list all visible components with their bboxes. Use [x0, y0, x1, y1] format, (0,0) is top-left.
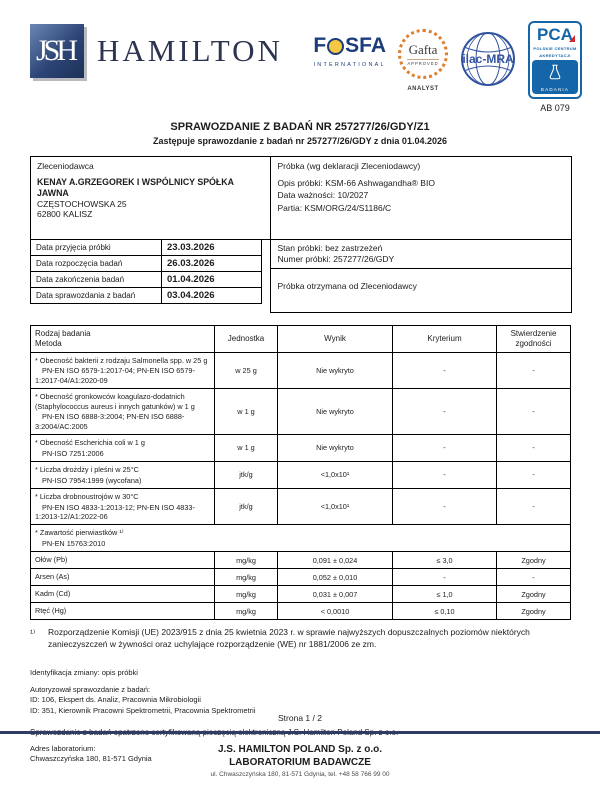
sample-description: Opis próbki: KSM-66 Ashwagandha® BIO	[277, 177, 435, 188]
test-cell	[31, 389, 215, 435]
report-title-block	[0, 121, 600, 146]
table-row	[31, 462, 571, 489]
date-value: 26.03.2026	[162, 255, 262, 271]
result-cell: Nie wykryto	[278, 352, 393, 388]
table-row	[31, 586, 571, 603]
gafta-approved-label: APPROVED	[407, 61, 439, 66]
test-name: * Obecność gronkowców koagulazo-dodatnich (Staphylococcus aureus i innych gatunków) w 1 g	[35, 392, 195, 411]
criterion-cell: ≤ 3,0	[393, 552, 497, 569]
table-row	[31, 352, 571, 388]
result-cell: Nie wykryto	[278, 435, 393, 462]
pca-badania-label: BADANIA	[540, 87, 570, 93]
result-cell: Nie wykryto	[278, 389, 393, 435]
table-row	[31, 271, 262, 287]
test-method: PN-EN ISO 6888-3:2004; PN-EN ISO 6888-3:2004/AC:2005	[35, 412, 185, 431]
jsh-logo-icon	[30, 24, 84, 78]
conformity-cell: -	[497, 352, 571, 388]
sample-received: Próbka otrzymana od Zleceniodawcy	[277, 280, 417, 291]
results-table	[30, 325, 571, 621]
test-method: PN-EN ISO 4833-1:2013-12; PN-EN ISO 4833-1:2013-12/A1:2022-06	[35, 502, 195, 521]
client-address2: 62800 KALISZ	[37, 209, 93, 220]
unit-cell: w 25 g	[215, 352, 278, 388]
test-method: PN-ISO 7954:1999 (wycofana)	[42, 475, 142, 485]
footer-lab: LABORATORIUM BADAWCZE	[229, 757, 371, 768]
unit-cell: mg/kg	[215, 603, 278, 620]
change-identification: Identyfikacja zmiany: opis próbki	[30, 668, 138, 678]
test-name: * Liczba drobnoustrojów w 30°C	[35, 492, 139, 502]
unit-cell: mg/kg	[215, 586, 278, 603]
header-test-method	[31, 325, 215, 352]
pca-logo-text	[537, 26, 573, 43]
unit-cell: mg/kg	[215, 569, 278, 586]
test-cell	[31, 462, 215, 489]
authorized-person-2: ID: 351, Kierownik Pracowni Spektrometrii, Pracownia Spektrometrii	[30, 705, 256, 715]
unit-cell: jtk/g	[215, 489, 278, 525]
conformity-cell: -	[497, 569, 571, 586]
header-test: Rodzaj badania	[35, 328, 91, 338]
footer-company: J.S. HAMILTON POLAND Sp. z o.o.	[217, 744, 383, 755]
table-row	[31, 389, 571, 435]
sample-batch: Partia: KSM/ORG/24/S1186/C	[277, 203, 392, 214]
test-name: * Obecność bakterii z rodzaju Salmonella spp. w 25 g	[35, 355, 208, 365]
date-value: 03.04.2026	[162, 287, 262, 303]
client-name: KENAY A.GRZEGOREK I WSPÓLNICY SPÓŁKA JAWNA	[37, 176, 234, 198]
fosfa-subtitle: INTERNATIONAL	[313, 62, 386, 68]
lab-address-label: Adres laboratorium:	[30, 743, 96, 753]
test-method: PN-ISO 7251:2006	[42, 448, 104, 458]
sample-header: Próbka (wg deklaracji Zleceniodawcy)	[277, 161, 421, 172]
report-title: SPRAWOZDANIE Z BADAŃ NR 257277/26/GDY/Z1	[170, 121, 430, 134]
client-column	[30, 156, 271, 304]
result-cell: < 0,0010	[278, 603, 393, 620]
unit-cell: jtk/g	[215, 462, 278, 489]
conformity-cell: -	[497, 435, 571, 462]
sample-condition: Stan próbki: bez zastrzeżeń	[277, 242, 383, 253]
table-row	[31, 603, 571, 620]
test-cell: Ołów (Pb)	[31, 552, 215, 569]
electronic-seal-note: Sprawozdanie z badań opatrzono certyfikowaną pieczęcią elektroniczną J.S. Hamilton Poland Sp. z o.o.	[30, 727, 399, 737]
date-value: 01.04.2026	[162, 271, 262, 287]
criterion-cell: ≤ 1,0	[393, 586, 497, 603]
conformity-cell: Zgodny	[497, 603, 571, 620]
table-header-row	[31, 325, 571, 352]
gafta-badge	[398, 29, 448, 92]
brand-name: HAMILTON	[97, 33, 283, 68]
report-subtitle: Zastępuje sprawozdanie z badań nr 257277/26/GDY z dnia 01.04.2026	[153, 136, 447, 147]
table-row	[31, 255, 262, 271]
header-method: Metoda	[35, 338, 62, 348]
criterion-cell: -	[393, 389, 497, 435]
header-unit: Jednostka	[215, 325, 278, 352]
pca-org-line1: POLSKIE CENTRUM	[533, 46, 577, 51]
table-row	[31, 239, 262, 255]
footer	[0, 731, 600, 778]
test-method: PN-EN ISO 6579-1:2017-04; PN-EN ISO 6579-1:2017-04/A1:2020-09	[35, 366, 195, 385]
sample-box	[270, 156, 573, 240]
conformity-cell: -	[497, 389, 571, 435]
ilac-mra-text: ilac-MRA	[462, 52, 514, 66]
dates-table	[30, 239, 262, 304]
pca-red-triangle-icon	[569, 35, 575, 42]
unit-cell: w 1 g	[215, 435, 278, 462]
certification-badges	[313, 16, 582, 113]
result-cell: <1,0x10¹	[278, 462, 393, 489]
footnote	[30, 627, 572, 651]
criterion-cell: -	[393, 569, 497, 586]
authorized-person-1: ID: 106, Ekspert ds. Analiz, Pracownia Mikrobiologii	[30, 695, 201, 705]
date-label: Data zakończenia badań	[31, 271, 162, 287]
jsh-logo-initials: JSH	[35, 34, 75, 67]
test-cell: Rtęć (Hg)	[31, 603, 215, 620]
page-number: Strona 1 / 2	[278, 713, 322, 723]
table-row	[31, 525, 571, 552]
header-conformity: Stwierdzenie zgodności	[497, 325, 571, 352]
conformity-cell: -	[497, 462, 571, 489]
gafta-analyst-label: ANALYST	[407, 86, 439, 92]
test-method: PN-EN 15763:2010	[42, 538, 106, 548]
result-cell: <1,0x10¹	[278, 489, 393, 525]
section-cell	[31, 525, 571, 552]
authorized-label: Autoryzował sprawozdanie z badań:	[30, 685, 151, 695]
test-cell	[31, 435, 215, 462]
test-cell: Arsen (As)	[31, 569, 215, 586]
header-criterion: Kryterium	[393, 325, 497, 352]
fosfa-text-right: SFA	[345, 34, 386, 57]
conformity-cell: Zgodny	[497, 552, 571, 569]
table-row	[31, 489, 571, 525]
header-result: Wynik	[278, 325, 393, 352]
ilac-mra-badge	[460, 31, 516, 92]
result-cell: 0,031 ± 0,007	[278, 586, 393, 603]
sample-column	[270, 156, 573, 313]
ilac-globe-icon	[460, 31, 516, 87]
table-row	[31, 552, 571, 569]
gafta-wreath-icon	[398, 29, 448, 79]
result-cell: 0,052 ± 0,010	[278, 569, 393, 586]
sample-state-box	[270, 239, 573, 313]
pca-badge	[528, 21, 582, 113]
flask-icon	[546, 63, 564, 81]
fosfa-globe-icon	[327, 38, 344, 55]
criterion-cell: -	[393, 462, 497, 489]
table-row	[31, 435, 571, 462]
unit-cell: mg/kg	[215, 552, 278, 569]
test-cell	[31, 489, 215, 525]
header	[0, 0, 600, 113]
pca-acronym: PCA	[537, 25, 573, 44]
lab-address: Chwaszczyńska 180, 81-571 Gdynia	[30, 753, 152, 763]
criterion-cell: -	[393, 489, 497, 525]
fosfa-logo	[313, 34, 386, 58]
test-name: * Obecność Escherichia coli w 1 g	[35, 438, 145, 448]
footnote-text: Rozporządzenie Komisji (UE) 2023/915 z dnia 25 kwietnia 2023 r. w sprawie najwyższych dopuszczalnych poziomów niektórych zanieczyszczeń w żywności oraz uchylające rozporządzenie (WE) nr 1881/2006 ze zm.	[48, 627, 530, 650]
pca-badania-box	[532, 60, 578, 94]
pca-org-line2: AKREDYTACJI	[539, 52, 571, 58]
table-row	[31, 287, 262, 303]
unit-cell: w 1 g	[215, 389, 278, 435]
info-section	[30, 156, 572, 313]
jsh-hamilton-logo	[30, 24, 283, 78]
conformity-cell: Zgodny	[497, 586, 571, 603]
footer-address: ul. Chwaszczyńska 180, 81-571 Gdynia, tel. +48 58 766 99 00	[210, 771, 390, 778]
sample-number: Numer próbki: 257277/26/GDY	[277, 253, 395, 264]
date-label: Data sprawozdania z badań	[31, 287, 162, 303]
date-label: Data przyjęcia próbki	[31, 239, 162, 255]
fosfa-text-left: F	[313, 34, 327, 57]
table-row	[31, 569, 571, 586]
result-cell: 0,091 ± 0,024	[278, 552, 393, 569]
test-cell	[31, 352, 215, 388]
sample-expiry: Data ważności: 10/2027	[277, 190, 369, 201]
test-name: * Zawartość pierwiastków ¹⁾	[35, 528, 124, 538]
client-label: Zleceniodawca	[37, 161, 94, 172]
conformity-cell: -	[497, 489, 571, 525]
client-address1: CZĘSTOCHOWSKA 25	[37, 198, 127, 209]
sample-state-top	[271, 240, 572, 269]
footnote-marker: ¹⁾	[30, 628, 36, 639]
gafta-name: Gafta	[408, 42, 438, 57]
date-label: Data rozpoczęcia badań	[31, 255, 162, 271]
accreditation-number: AB 079	[540, 103, 570, 114]
test-name: * Liczba drożdży i pleśni w 25°C	[35, 465, 139, 475]
date-value: 23.03.2026	[162, 239, 262, 255]
criterion-cell: ≤ 0,10	[393, 603, 497, 620]
client-box	[30, 156, 271, 240]
criterion-cell: -	[393, 435, 497, 462]
fosfa-badge	[313, 34, 386, 68]
pca-card	[528, 21, 582, 99]
test-cell: Kadm (Cd)	[31, 586, 215, 603]
criterion-cell: -	[393, 352, 497, 388]
